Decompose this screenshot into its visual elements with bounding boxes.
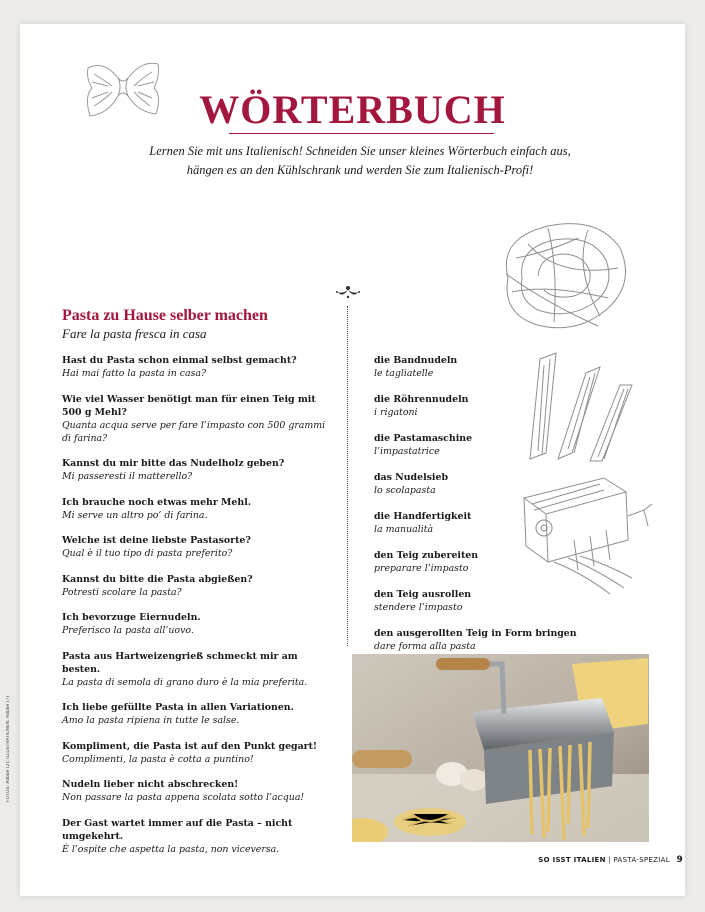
vocab-italian: stendere l’impasto	[374, 602, 463, 613]
intro-line: hängen es an den Kühlschrank und werden Sie zum Italienisch-Profi!	[186, 163, 534, 177]
phrase-item	[62, 393, 332, 445]
phrase-german: Welche ist deine liebste Pastasorte?	[62, 535, 251, 546]
phrase-italian: Qual è il tuo tipo di pasta preferito?	[62, 548, 233, 559]
page-number: 9	[676, 855, 683, 865]
phrase-german: Ich bevorzuge Eiernudeln.	[62, 612, 201, 623]
phrase-german: Kannst du mir bitte das Nudelholz geben?	[62, 458, 285, 469]
phrase-italian: Mi serve un altro po’ di farina.	[62, 509, 208, 521]
phrase-german: Ich brauche noch etwas mehr Mehl.	[62, 496, 252, 508]
section-title: Pasta zu Hause selber machen	[62, 307, 268, 324]
vocab-italian: l’impastatrice	[374, 446, 440, 457]
footer-section: PASTA-SPEZIAL	[613, 856, 670, 864]
phrase-italian: Mi passeresti il matterello?	[62, 471, 193, 482]
photo-credit: FOTOS: Adobe (2); ILLUSTRATIONEN: Adobe (7)	[6, 695, 11, 802]
phrase-item	[62, 496, 332, 522]
pasta-machine-photo	[352, 654, 649, 842]
phrase-italian: Quanta acqua serve per fare l’impasto con 500 grammi di farina?	[62, 419, 326, 444]
vocab-german: die Pastamaschine	[374, 433, 473, 444]
phrase-italian: La pasta di semola di grano duro è la mia preferita.	[62, 676, 308, 688]
magazine-page	[20, 24, 685, 896]
intro-text	[100, 142, 620, 180]
vocab-german: das Nudelsieb	[374, 472, 448, 483]
vocab-german: die Handfertigkeit	[374, 511, 472, 522]
vocab-item	[374, 627, 614, 653]
title-rule	[229, 133, 494, 134]
pasta-machine-sketch-icon	[514, 470, 654, 596]
phrase-italian: Non passare la pasta appena scolata sotto l’acqua!	[62, 792, 305, 803]
vocab-italian: le tagliatelle	[374, 368, 434, 379]
phrase-italian: Preferisco la pasta all’uovo.	[62, 625, 194, 636]
page-footer	[538, 855, 683, 865]
vocab-italian: lo scolapasta	[374, 485, 436, 496]
footer-brand: SO ISST ITALIEN	[538, 856, 606, 864]
phrase-german: Der Gast wartet immer auf die Pasta – nicht umgekehrt.	[62, 817, 293, 842]
phrase-german: Ich liebe gefüllte Pasta in allen Variationen.	[62, 702, 294, 713]
phrase-list	[62, 354, 332, 868]
vocab-italian: preparare l’impasto	[374, 563, 469, 574]
phrase-italian: Potresti scolare la pasta?	[62, 586, 182, 598]
phrase-german: Kannst du bitte die Pasta abgießen?	[62, 573, 253, 585]
phrase-german: Nudeln lieber nicht abschrecken!	[62, 779, 239, 790]
vocab-italian: i rigatoni	[374, 407, 418, 418]
vocab-italian: dare forma alla pasta	[374, 641, 476, 652]
phrase-item	[62, 354, 332, 380]
flourish-ornament-icon	[336, 284, 360, 300]
phrase-item	[62, 778, 332, 804]
phrase-italian: Hai mai fatto la pasta in casa?	[62, 368, 207, 379]
phrase-item	[62, 817, 332, 856]
footer-separator: |	[608, 856, 611, 864]
column-divider	[347, 306, 348, 646]
penne-sketch-icon	[520, 349, 642, 467]
vocab-german: den ausgerollten Teig in Form bringen	[374, 628, 577, 639]
tagliatelle-nest-sketch-icon	[488, 208, 638, 343]
phrase-italian: Complimenti, la pasta è cotta a puntino!	[62, 753, 254, 765]
phrase-item	[62, 457, 332, 483]
vocab-italian: la manualità	[374, 524, 434, 535]
vocab-german: die Bandnudeln	[374, 355, 458, 366]
phrase-item	[62, 650, 332, 689]
phrase-german: Hast du Pasta schon einmal selbst gemacht?	[62, 355, 297, 366]
phrase-italian: Amo la pasta ripiena in tutte le salse.	[62, 715, 240, 726]
section-subtitle: Fare la pasta fresca in casa	[62, 326, 207, 341]
intro-line: Lernen Sie mit uns Italienisch! Schneiden Sie unser kleines Wörterbuch einfach aus,	[149, 144, 571, 158]
phrase-item	[62, 611, 332, 637]
phrase-german: Pasta aus Hartweizengrieß schmeckt mir am besten.	[62, 650, 298, 675]
vocab-german: den Teig zubereiten	[374, 550, 479, 561]
page-title: WÖRTERBUCH	[199, 87, 506, 132]
phrase-item	[62, 740, 332, 766]
phrase-item	[62, 701, 332, 727]
phrase-item	[62, 573, 332, 599]
phrase-italian: È l’ospite che aspetta la pasta, non viceversa.	[62, 843, 280, 855]
phrase-german: Kompliment, die Pasta ist auf den Punkt gegart!	[62, 740, 318, 752]
phrase-german: Wie viel Wasser benötigt man für einen Teig mit 500 g Mehl?	[62, 393, 316, 418]
phrase-item	[62, 534, 332, 560]
vocab-german: die Röhrennudeln	[374, 394, 469, 405]
vocab-german: den Teig ausrollen	[374, 589, 472, 600]
